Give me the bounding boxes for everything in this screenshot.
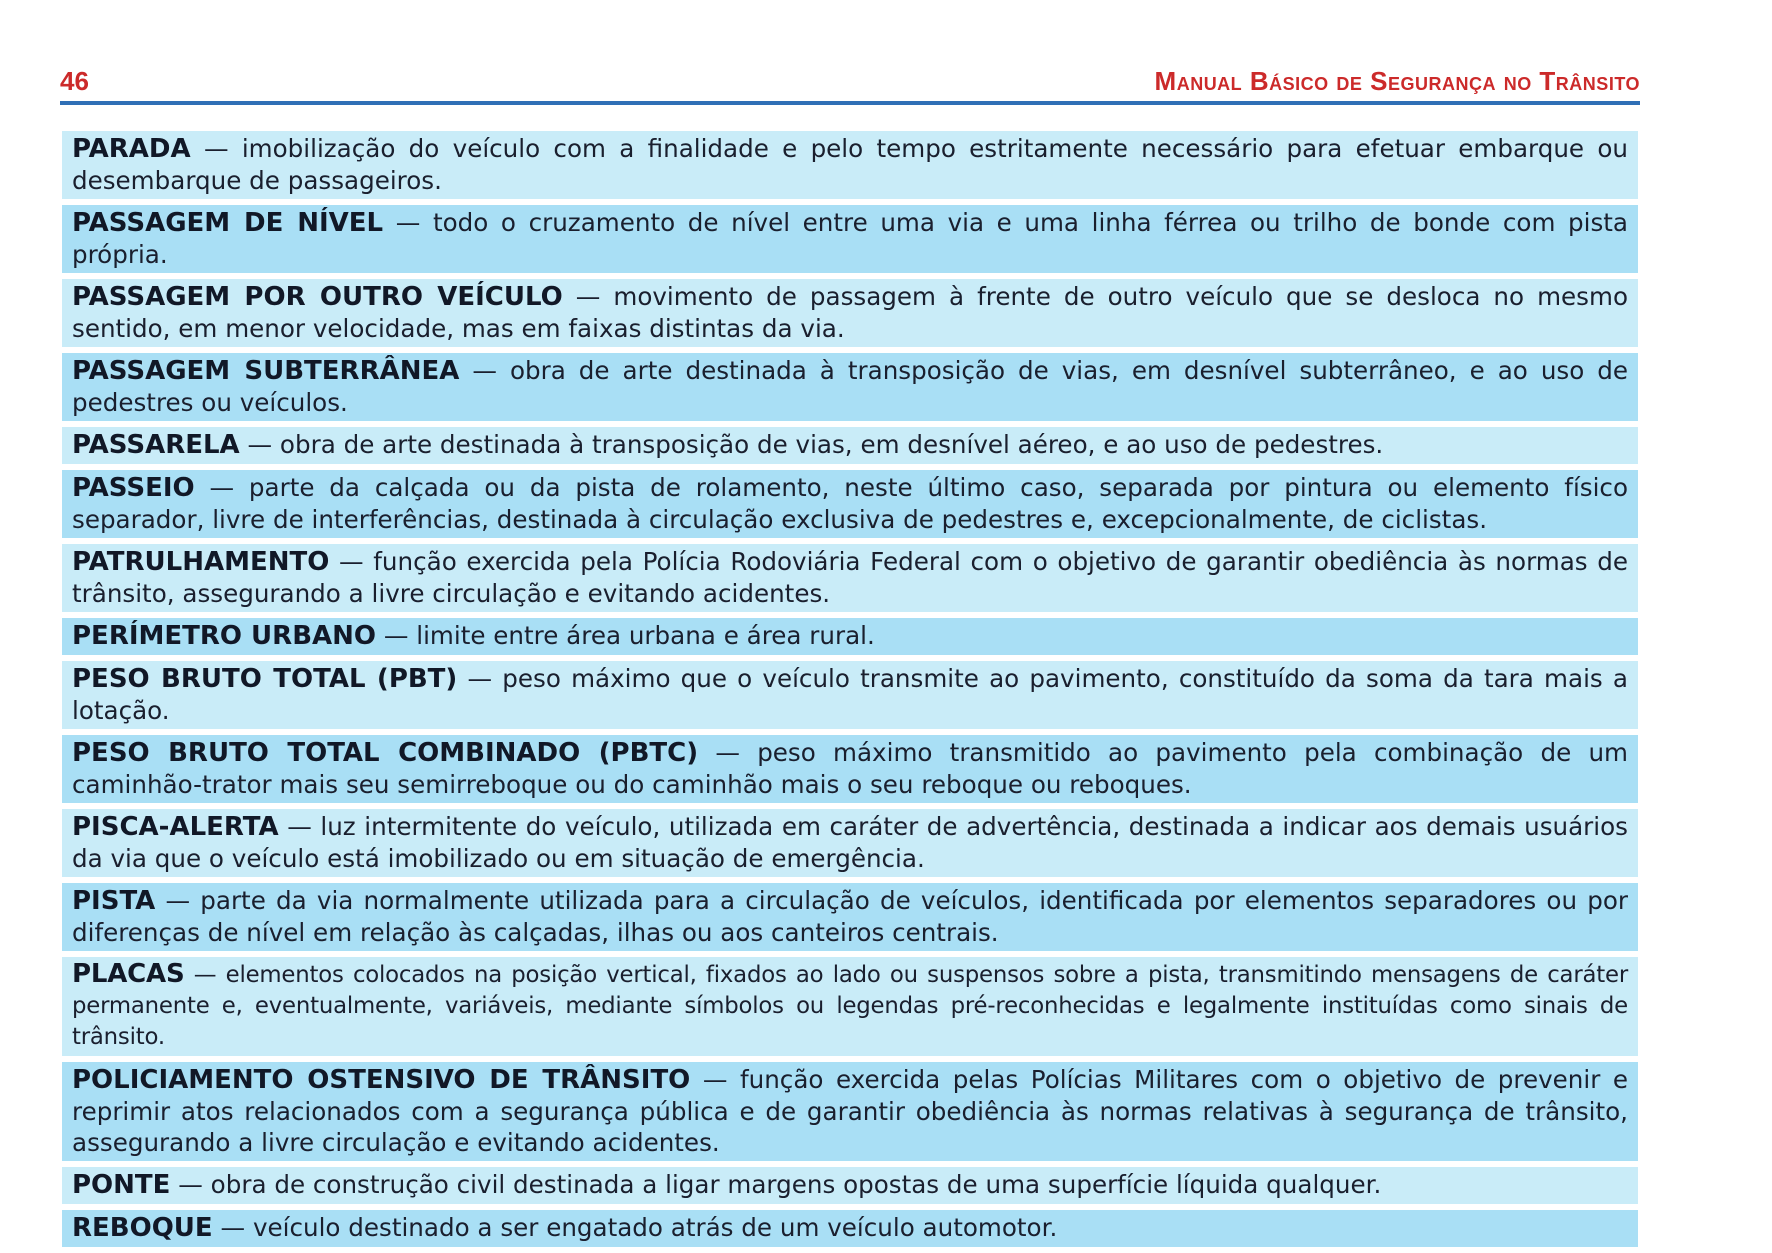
entry-term: PERÍMETRO URBANO [72,621,376,651]
glossary-entry [62,735,1638,803]
entry-term: PARADA [72,134,191,164]
em-dash: — [715,738,758,767]
entry-definition: veículo destinado a ser engatado atrás de um veículo automotor. [252,1213,1058,1242]
glossary-entry [62,618,1638,655]
glossary-entry [62,470,1638,538]
entry-definition: imobilização do veículo com a finalidade e pelo tempo estritamente necessário para efetuar embarque ou desembarque de passageiros. [72,134,1628,195]
glossary-entry [62,957,1638,1056]
entry-definition: função exercida pelas Polícias Militares com o objetivo de prevenir e reprimir atos relacionados com a segurança pública e de garantir obediência às normas relativas à segurança de trânsito, assegurando a livre circulação e evitando acidentes. [72,1065,1628,1157]
entry-definition: elementos colocados na posição vertical, fixados ao lado ou suspensos sobre a pista, transmitindo mensagens de caráter permanente e, eventualmente, variáveis, mediante símbolos ou legendas pré-reconhecidas e legalmente instituídas como sinais de trânsito. [72,962,1628,1050]
entry-term: PASSEIO [72,473,195,503]
entry-definition: peso máximo transmitido ao pavimento pela combinação de um caminhão-trator mais seu semirreboque ou do caminhão mais o seu reboque ou reboques. [72,738,1628,799]
em-dash: — [702,1065,740,1094]
entry-term: PASSARELA [72,430,240,460]
em-dash: — [220,1213,253,1242]
page-number: 46 [60,66,89,96]
em-dash: — [178,1170,211,1199]
entry-definition: limite entre área urbana e área rural. [416,621,875,650]
glossary-entry [62,279,1638,347]
entry-term: PISCA-ALERTA [72,812,279,842]
book-title: Manual Básico de Segurança no Trânsito [1154,66,1640,96]
entry-term: PESO BRUTO TOTAL (PBT) [72,664,458,694]
em-dash: — [209,473,249,502]
entry-term: PATRULHAMENTO [72,547,330,577]
entry-definition: obra de construção civil destinada a ligar margens opostas de uma superfície líquida qualquer. [210,1170,1382,1199]
entry-definition: todo o cruzamento de nível entre uma via e uma linha férrea ou trilho de bonde com pista própria. [72,208,1628,269]
entry-definition: função exercida pela Polícia Rodoviária Federal com o objetivo de garantir obediência às normas de trânsito, assegurando a livre circulação e evitando acidentes. [72,547,1628,608]
em-dash: — [165,886,201,915]
em-dash: — [203,134,242,163]
glossary-entry [62,131,1638,199]
entry-definition: peso máximo que o veículo transmite ao pavimento, constituído da soma da tara mais a lotação. [72,664,1628,725]
glossary-entry [62,1062,1638,1161]
glossary-entry [62,883,1638,951]
entry-term: REBOQUE [72,1213,213,1243]
entry-definition: obra de arte destinada à transposição de vias, em desnível subterrâneo, e ao uso de pedestres ou veículos. [72,356,1628,417]
em-dash: — [287,812,321,841]
glossary-entry [62,1210,1638,1247]
entry-definition: parte da calçada ou da pista de rolamento, neste último caso, separada por pintura ou elemento físico separador, livre de interferências, destinada à circulação exclusiva de pedestres e, excepcionalmente, de ciclistas. [72,473,1628,534]
em-dash: — [395,208,433,237]
em-dash: — [383,621,417,650]
em-dash: — [339,547,374,576]
entry-term: PASSAGEM SUBTERRÂNEA [72,356,460,386]
entry-term: POLICIAMENTO OSTENSIVO DE TRÂNSITO [72,1065,691,1095]
glossary-entry [62,427,1638,464]
entry-term: PISTA [72,886,156,916]
em-dash: — [193,962,226,988]
glossary-entry [62,205,1638,273]
entry-term: PESO BRUTO TOTAL COMBINADO (PBTC) [72,738,699,768]
entry-term: PASSAGEM DE NÍVEL [72,208,384,238]
em-dash: — [472,356,510,385]
glossary-entry [62,544,1638,612]
glossary-list [62,131,1638,1253]
entry-term: PLACAS [72,959,185,989]
entry-definition: parte da via normalmente utilizada para a circulação de veículos, identificada por elementos separadores ou por diferenças de nível em relação às calçadas, ilhas ou aos canteiros centrais. [72,886,1628,947]
entry-term: PONTE [72,1170,171,1200]
glossary-entry [62,661,1638,729]
glossary-entry [62,353,1638,421]
em-dash: — [247,430,280,459]
glossary-entry [62,1167,1638,1204]
entry-term: PASSAGEM POR OUTRO VEÍCULO [72,282,563,312]
entry-definition: obra de arte destinada à transposição de vias, em desnível aéreo, e ao uso de pedestres. [279,430,1384,459]
page-header [60,60,1640,98]
em-dash: — [575,282,614,311]
header-rule [60,101,1640,105]
entry-definition: luz intermitente do veículo, utilizada em caráter de advertência, destinada a indicar aos demais usuários da via que o veículo está imobilizado ou em situação de emergência. [72,812,1628,873]
glossary-entry [62,809,1638,877]
em-dash: — [467,664,503,693]
entry-definition: movimento de passagem à frente de outro veículo que se desloca no mesmo sentido, em menor velocidade, mas em faixas distintas da via. [72,282,1628,343]
